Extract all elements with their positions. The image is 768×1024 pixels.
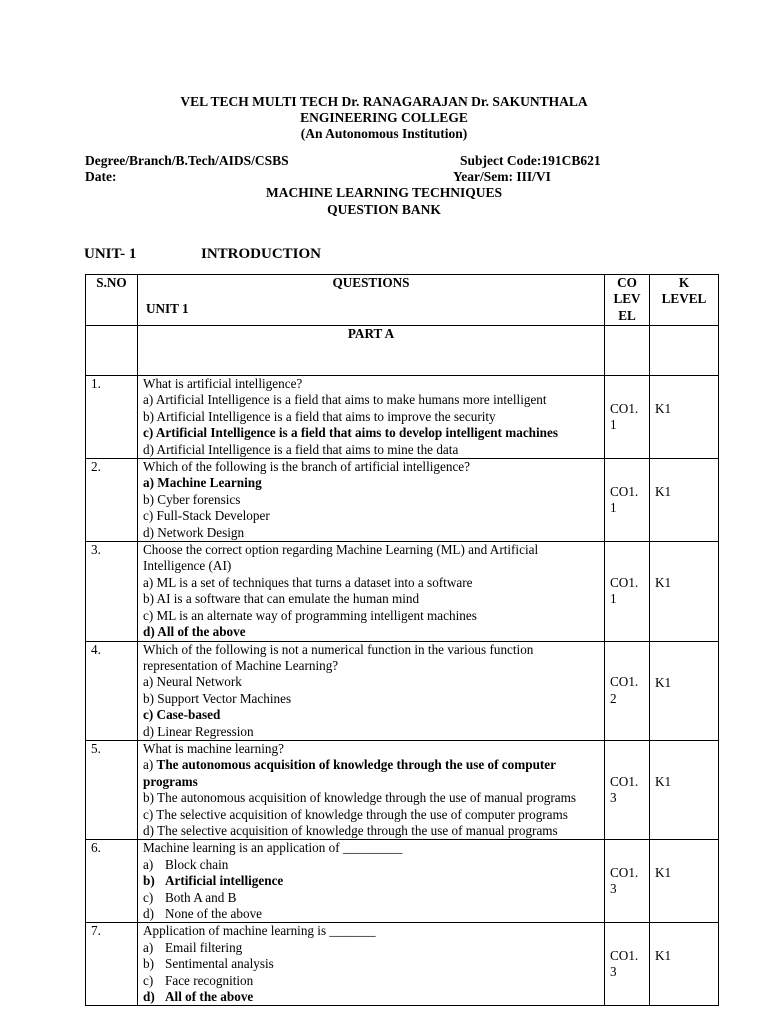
question-number: 5. [86, 740, 138, 839]
option-d: d) None of the above [143, 906, 263, 921]
question-cell [138, 459, 605, 542]
k-level: K1 [650, 459, 719, 542]
question-text: What is artificial intelligence? [143, 376, 303, 391]
k-level: K1 [650, 542, 719, 641]
option-a-correct: a) The autonomous acquisition of knowledge through the use of computer [143, 757, 556, 773]
option-a: a) Artificial Intelligence is a field that aims to make humans more intelligent [143, 392, 547, 408]
subject-code: Subject Code:191CB621 [460, 153, 601, 168]
unit-title: INTRODUCTION [201, 246, 322, 262]
option-b: b) Cyber forensics [143, 491, 241, 507]
k-level: K1 [650, 923, 719, 1006]
part-a-row [86, 326, 719, 376]
question-cell [138, 740, 605, 839]
part-a-k-cell [650, 326, 719, 376]
question-text: Application of machine learning is _______ [143, 923, 376, 939]
table-row [86, 840, 719, 923]
co-level: CO1. 2 [605, 641, 650, 740]
question-number: 7. [86, 923, 138, 1006]
co-level: CO1. 3 [605, 740, 650, 839]
table-row [86, 923, 719, 1006]
option-d: d) Artificial Intelligence is a field that aims to mine the data [143, 441, 459, 457]
question-table [85, 274, 719, 1006]
option-a-correct-cont: programs [143, 773, 198, 789]
option-c: c) The selective acquisition of knowledge through the use of computer programs [143, 806, 568, 822]
option-d: d) Linear Regression [143, 723, 254, 739]
option-a: a) Block chain [143, 856, 229, 872]
option-a: a) ML is a set of techniques that turns a dataset into a software [143, 574, 473, 590]
part-a-co-cell [605, 326, 650, 376]
question-text: What is machine learning? [143, 740, 284, 756]
k-level: K1 [650, 840, 719, 923]
table-row [86, 740, 719, 839]
table-row [86, 641, 719, 740]
option-c-correct: c) Case-based [143, 707, 221, 723]
option-d: d) The selective acquisition of knowledge through the use of manual programs [143, 822, 558, 838]
question-text: Machine learning is an application of _________ [143, 840, 403, 856]
institution-status: (An Autonomous Institution) [300, 126, 468, 141]
institution-name-line2: ENGINEERING COLLEGE [300, 110, 468, 125]
question-number: 3. [86, 542, 138, 641]
co-level: CO1. 1 [605, 376, 650, 459]
table-header-row [86, 275, 719, 326]
option-d: d) Network Design [143, 524, 245, 540]
part-a-heading: PART A [138, 326, 605, 376]
option-b: b) Support Vector Machines [143, 690, 292, 706]
question-cell [138, 641, 605, 740]
option-d-correct: d) All of the above [143, 989, 254, 1005]
option-a: a) Email filtering [143, 939, 243, 955]
date-label: Date: [85, 169, 117, 184]
co-level: CO1. 1 [605, 459, 650, 542]
option-c: c) ML is an alternate way of programming intelligent machines [143, 607, 477, 623]
co-level: CO1. 3 [605, 840, 650, 923]
co-level: CO1. 1 [605, 542, 650, 641]
table-row [86, 376, 719, 459]
option-d-correct: d) All of the above [143, 624, 246, 640]
questions-header-label: QUESTIONS [332, 275, 410, 290]
option-c: c) Face recognition [143, 972, 254, 988]
k-level-header: K LEVEL [650, 275, 719, 326]
question-text: Choose the correct option regarding Machine Learning (ML) and Artificial [143, 542, 539, 558]
questions-header [138, 275, 605, 326]
table-row [86, 459, 719, 542]
question-cell [138, 840, 605, 923]
question-number: 2. [86, 459, 138, 542]
question-text: Which of the following is not a numerical function in the various function [143, 641, 534, 657]
k-level: K1 [650, 740, 719, 839]
option-b: b) The autonomous acquisition of knowledge through the use of manual programs [143, 790, 577, 806]
question-cell [138, 376, 605, 459]
option-a-correct: a) Machine Learning [143, 475, 262, 491]
table-row [86, 542, 719, 641]
institution-name-line1: VEL TECH MULTI TECH Dr. RANAGARAJAN Dr. SAKUNTHALA [180, 94, 588, 109]
part-a-sno-cell [86, 326, 138, 376]
question-number: 1. [86, 376, 138, 459]
course-title: MACHINE LEARNING TECHNIQUES [265, 185, 503, 200]
question-number: 6. [86, 840, 138, 923]
k-level: K1 [650, 376, 719, 459]
option-a: a) Neural Network [143, 674, 242, 690]
unit-subheading: UNIT 1 [146, 301, 189, 317]
option-c: c) Full-Stack Developer [143, 508, 270, 524]
option-b: b) Artificial Intelligence is a field that aims to improve the security [143, 408, 496, 424]
co-level-header: CO LEV EL [605, 275, 650, 326]
question-text: Which of the following is the branch of artificial intelligence? [143, 459, 471, 475]
question-text-cont: Intelligence (AI) [143, 558, 232, 574]
option-b-correct: b) Artificial intelligence [143, 873, 284, 889]
unit-label: UNIT- 1 [84, 246, 137, 262]
year-semester: Year/Sem: III/VI [453, 169, 551, 184]
document-title: QUESTION BANK [327, 202, 441, 217]
option-b: b) AI is a software that can emulate the human mind [143, 591, 420, 607]
question-cell [138, 923, 605, 1006]
option-c-correct: c) Artificial Intelligence is a field that aims to develop intelligent machines [143, 425, 558, 441]
option-c: c) Both A and B [143, 889, 237, 905]
co-level: CO1. 3 [605, 923, 650, 1006]
degree-branch: Degree/Branch/B.Tech/AIDS/CSBS [85, 153, 289, 168]
question-number: 4. [86, 641, 138, 740]
sno-header: S.NO [86, 275, 138, 326]
question-text-cont: representation of Machine Learning? [143, 657, 339, 673]
option-b: b) Sentimental analysis [143, 956, 274, 972]
k-level: K1 [650, 641, 719, 740]
question-cell [138, 542, 605, 641]
